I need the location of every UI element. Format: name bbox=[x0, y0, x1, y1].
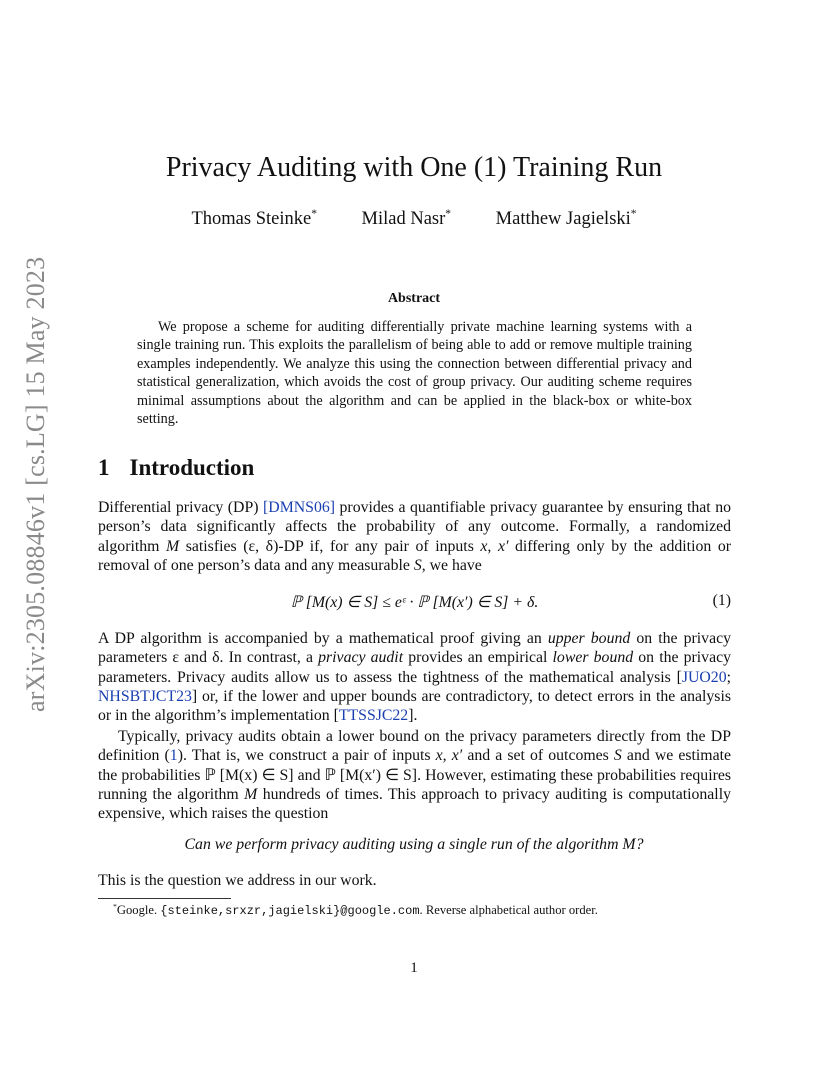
author-emails: {steinke,srxzr,jagielski}@google.com bbox=[160, 904, 420, 919]
arxiv-identifier-stamp: arXiv:2305.08846v1 [cs.LG] 15 May 2023 bbox=[21, 256, 50, 712]
footnote: *Google. {steinke,srxzr,jagielski}@google.com. Reverse alphabetical author order. bbox=[113, 902, 598, 919]
author-3: Matthew Jagielski* bbox=[495, 208, 637, 230]
intro-paragraph-1: Differential privacy (DP) [DMNS06] provides a quantifiable privacy guarantee by ensuring that no person’s data significantly affects the probability of any outcome. Formally, a randomized algorithm M satisfies (ε, δ)-DP if, for any pair of inputs x, x′ differing only by the addition or removal of one person’s data and any measurable S, we have bbox=[98, 499, 732, 574]
dp-definition-equation bbox=[98, 592, 731, 614]
section-heading bbox=[98, 455, 254, 481]
author-1: Thomas Steinke* bbox=[191, 208, 317, 230]
author-list bbox=[0, 208, 828, 230]
equation-number: (1) bbox=[712, 592, 731, 609]
abstract-heading: Abstract bbox=[387, 291, 441, 306]
closing-sentence: This is the question we address in our work. bbox=[98, 872, 377, 889]
citation-link[interactable]: [DMNS06] bbox=[263, 499, 336, 516]
citation-link[interactable]: TTSSJC22 bbox=[338, 707, 409, 725]
footnote-rule bbox=[98, 898, 231, 899]
intro-paragraph-3: Typically, privacy audits obtain a lower bound on the privacy parameters directly from the DP definition (1). That is, we construct a pair of inputs x, x′ and a set of outcomes S and we estimate the probabilities ℙ [M(x) ∈ S] and ℙ [M(x′) ∈ S]. However, estimating these probabilities requires running the algorithm M hundreds of times. This approach to privacy auditing is computationally expensive, which raises the question bbox=[98, 728, 732, 823]
equation-body: ℙ [M(x) ∈ S] ≤ eᵋ · ℙ [M(x′) ∈ S] + δ. bbox=[290, 594, 539, 611]
citation-link[interactable]: NHSBTJCT23 bbox=[98, 687, 192, 705]
section-number: 1 bbox=[98, 455, 110, 480]
section-title: Introduction bbox=[129, 455, 255, 480]
research-question: Can we perform privacy auditing using a single run of the algorithm M? bbox=[184, 836, 644, 853]
citation-link[interactable]: JUO20 bbox=[681, 668, 727, 686]
intro-paragraph-2: A DP algorithm is accompanied by a mathematical proof giving an upper bound on the privacy parameters ε and δ. In contrast, a privacy audit provides an empirical lower bound on the privacy parameters. Privacy audits allow us to assess the tightness of the mathematical analysis [JUO20; NHSBTJCT23] or, if the lower and upper bounds are contradictory, to detect errors in the analysis or in the algorithm’s implementation [TTSSJC22]. bbox=[98, 630, 732, 725]
equation-reference-link[interactable]: 1 bbox=[169, 747, 178, 765]
author-2: Milad Nasr* bbox=[361, 208, 452, 230]
page-number: 1 bbox=[410, 960, 418, 976]
paper-title: Privacy Auditing with One (1) Training Run bbox=[165, 152, 663, 183]
abstract-text: We propose a scheme for auditing differentially private machine learning systems with a single training run. This exploits the parallelism of being able to add or remove multiple training examples independently. We analyze this using the connection between differential privacy and statistical generalization, which avoids the cost of group privacy. Our auditing scheme requires minimal assumptions about the algorithm and can be applied in the black-box or white-box setting. bbox=[137, 319, 692, 428]
